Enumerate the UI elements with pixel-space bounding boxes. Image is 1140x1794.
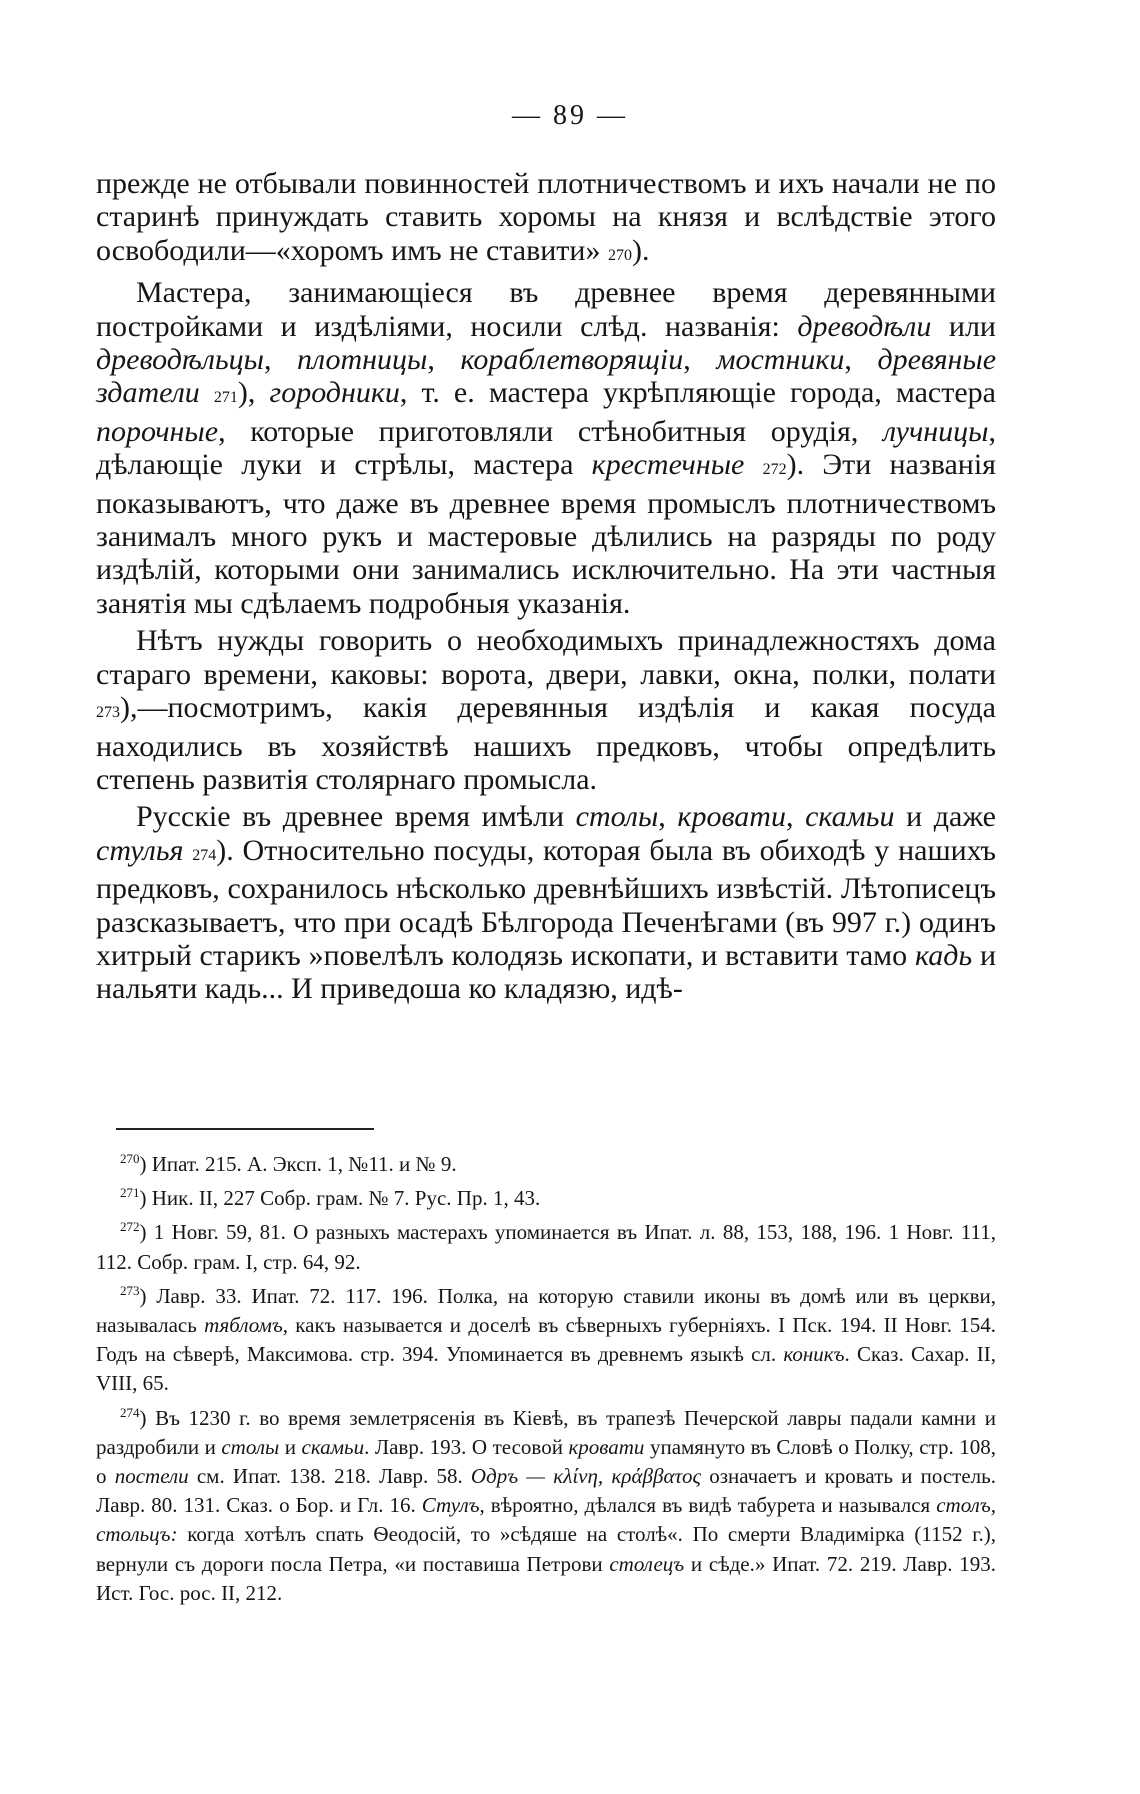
italic-term: столы	[575, 800, 659, 834]
italic-term: столы	[221, 1434, 280, 1459]
footnote-number: 274	[120, 1404, 140, 1420]
italic-term: древодѣли	[797, 309, 932, 343]
text-run: ,	[658, 800, 678, 834]
text-run: прежде не отбывали повинностей плотничествомъ и ихъ начали не по старинѣ принуждать ставить хоромы на князя и вслѣдствіе этого освободили—«хоромъ имъ не ставити»	[96, 167, 996, 267]
text-run: ,	[785, 800, 806, 834]
text-run: Мастера, занимающіеся въ древнее время деревянными постройками и издѣліями, носили слѣд. названія:	[96, 276, 996, 343]
text-run: и даже	[894, 800, 996, 834]
text-run: ). Относительно посуды, которая была въ обиходѣ у нашихъ предковъ, сохранилось нѣсколько древнѣйшихъ извѣстій. Лѣтописецъ разсказываетъ, что при осадѣ Бѣлгорода Печенѣгами (въ 997 г.) одинъ хитрый старикъ »повелѣлъ колодязь ископати, и вставити тамо	[96, 833, 996, 972]
italic-term: скамьи	[805, 800, 895, 834]
text-run	[744, 448, 762, 481]
text-run: и сѣде.» Ипат. 72. 219. Лавр. 193. Ист. Гос. рос. II, 212.	[96, 1551, 996, 1605]
italic-term: стулья	[96, 833, 184, 867]
text-run: ,	[844, 343, 878, 377]
paragraph	[96, 624, 996, 796]
footnote-number: 270	[120, 1151, 140, 1166]
footnote-separator	[116, 1128, 374, 1130]
italic-term: древодѣльцы	[96, 343, 264, 377]
main-text	[96, 167, 996, 1010]
footnote-reference: 273	[96, 704, 120, 722]
italic-term: городники	[269, 376, 400, 410]
footnotes	[96, 1150, 996, 1613]
text-run: Нѣтъ нужды говорить о необходимыхъ принадлежностяхъ дома стараго времени, каковы: ворота, двери, лавки, окна, полки, полати	[96, 624, 996, 691]
text-run: ) Ник. II, 227 Собр. грам. № 7. Рус. Пр. 1, 43.	[139, 1186, 541, 1211]
italic-term: кровати	[568, 1434, 645, 1459]
footnote	[96, 1404, 996, 1608]
paragraph	[96, 276, 996, 620]
text-run: и нальяти кадь... И приведоша ко кладязю, идѣ-	[96, 938, 996, 1006]
footnote	[96, 1218, 996, 1276]
text-run: ,	[427, 343, 461, 377]
text-run: ) Въ 1230 г. во время землетрясенія въ Кіевѣ, въ трапезѣ Печерской лавры падали камни и раздробили и	[96, 1405, 996, 1459]
text-run: ),—посмотримъ, какія деревянныя издѣлія и какая посуда находились въ хозяйствѣ нашихъ предковъ, чтобы опредѣлить степень развитія столярнаго промысла.	[96, 691, 996, 796]
text-run: см. Ипат. 138. 218. Лавр. 58.	[188, 1464, 471, 1489]
footnote-reference: 270	[607, 246, 632, 264]
text-run: означаетъ и кровать и постель. Лавр. 80. 131. Сказ. о Бор. и Гл. 16.	[96, 1464, 996, 1518]
text-run: и	[279, 1434, 302, 1459]
footnote-number: 272	[120, 1219, 140, 1235]
italic-term: скамьи	[301, 1434, 365, 1459]
text-run: ) Ипат. 215. А. Эксп. 1, №11. и № 9.	[139, 1152, 457, 1176]
text-run: когда хотѣлъ спать Ѳеодосій, то »сѣдяше на столѣ«. По смерти Владимірка (1152 г.), вернули съ дороги посла Петра, «и поставиша Петрови	[96, 1522, 996, 1576]
text-run: Русскіе въ древнее время имѣли	[136, 800, 576, 834]
paragraph	[96, 167, 996, 272]
text-run: . Лавр. 193. О тесовой	[364, 1434, 569, 1459]
footnote-reference: 272	[762, 461, 787, 479]
italic-term: крестечные	[591, 448, 745, 482]
paragraph	[96, 800, 996, 1005]
footnote	[96, 1150, 996, 1179]
page-number: — 89 —	[512, 100, 628, 131]
footnote	[96, 1282, 996, 1399]
text-run: , вѣроятно, дѣлался въ видѣ табурета и назывался	[479, 1493, 937, 1518]
italic-term: лучницы	[882, 414, 989, 448]
text-run: упамянуто въ Словѣ о Полку, стр. 108, о	[96, 1434, 996, 1489]
text-run: ,	[683, 343, 717, 377]
italic-term: кровати	[677, 800, 786, 834]
italic-term: кораблетворящіи	[460, 343, 684, 377]
footnote-number: 273	[120, 1282, 140, 1298]
italic-term: плотницы	[297, 343, 428, 377]
text-run: , которые приготовляли стѣнобитныя орудія,	[218, 414, 883, 448]
italic-term: кадь	[915, 938, 973, 972]
italic-term: мостники	[716, 343, 845, 377]
text-run: ). Эти названія показываютъ, что даже въ древнее время промыслъ плотничествомъ занималъ много рукъ и мастеровые дѣлились на разряды по роду издѣлій, которыми они занимались исключительно. На эти частныя занятія мы сдѣлаемъ подробныя указанія.	[96, 448, 996, 620]
italic-term: коникъ	[783, 1342, 845, 1367]
footnote-reference: 271	[213, 389, 238, 407]
italic-term: столецъ	[609, 1551, 685, 1576]
italic-term: древяные здатели	[96, 343, 997, 410]
text-run: . Сказ. Сахар. II, VIII, 65.	[96, 1342, 997, 1396]
italic-term: Одръ — κλίνη, κράββατος	[470, 1464, 702, 1489]
italic-term: тябломъ	[204, 1313, 283, 1338]
footnote-number: 271	[120, 1185, 140, 1201]
italic-term: Стулъ	[421, 1493, 480, 1518]
italic-term: столъ, стольцъ:	[96, 1493, 996, 1547]
text-run: , т. е. мастера укрѣпляющіе города, мастера	[399, 376, 996, 410]
italic-term: постели	[114, 1464, 189, 1489]
text-run: ) Лавр. 33. Ипат. 72. 117. 196. Полка, на которую ставили иконы въ домѣ или въ церкви, называлась	[96, 1283, 996, 1338]
text-run: ),	[237, 376, 270, 410]
footnote-reference: 274	[192, 846, 217, 864]
footnote	[96, 1184, 996, 1213]
text-run: ) 1 Новг. 59, 81. О разныхъ мастерахъ упоминается въ Ипат. л. 88, 153, 188, 196. 1 Новг. 111, 112. Собр. грам. I, стр. 64, 92.	[96, 1220, 996, 1274]
text-run	[200, 376, 214, 409]
text-run: , какъ называется и доселѣ въ сѣверныхъ губерніяхъ. I Пск. 194. II Новг. 154. Годъ на сѣверѣ, Максимова. стр. 394. Упоминается въ древнемъ языкѣ сл.	[96, 1313, 997, 1367]
italic-term: порочные	[96, 414, 219, 448]
text-run	[183, 834, 192, 867]
text-run: , дѣлающіе луки и стрѣлы, мастера	[96, 414, 996, 482]
text-run: ).	[631, 233, 650, 267]
text-run: ,	[263, 343, 298, 377]
text-run: или	[931, 309, 996, 343]
